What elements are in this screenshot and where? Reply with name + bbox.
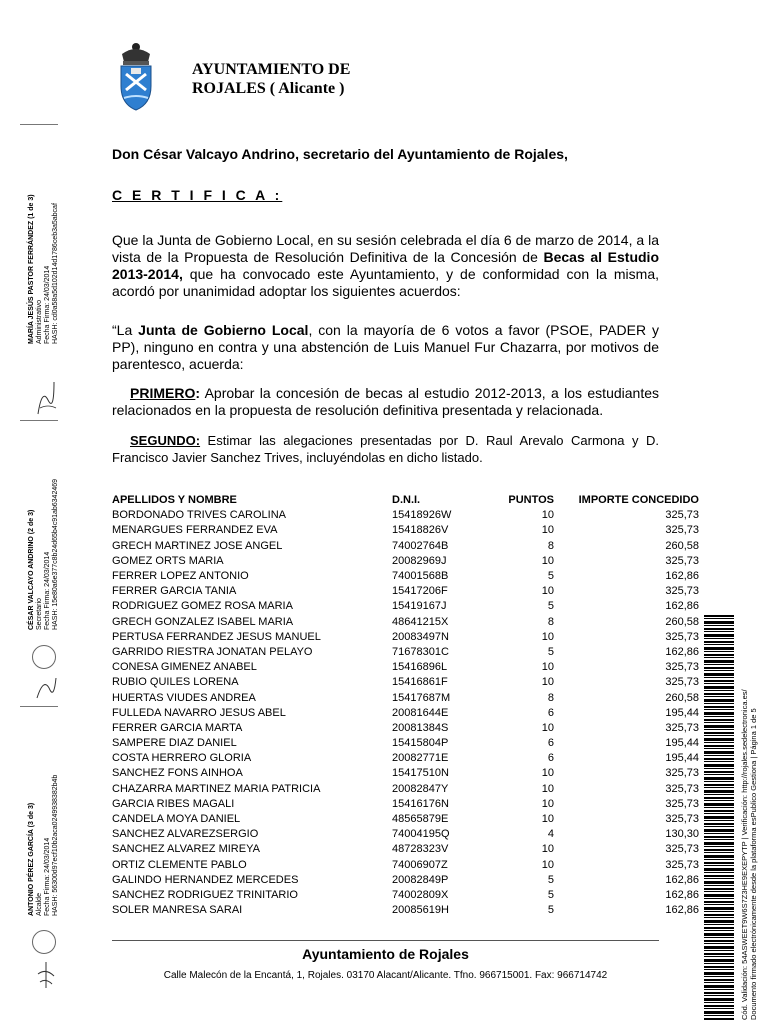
amount-cell: 325,73 — [665, 524, 699, 537]
points-cell: 10 — [541, 813, 554, 826]
table-row — [112, 858, 699, 873]
seal-icon — [32, 645, 56, 669]
student-name-cell: CONESA GIMENEZ ANABEL — [112, 661, 257, 674]
student-name-cell: RUBIO QUILES LORENA — [112, 676, 239, 689]
amount-cell: 325,73 — [665, 813, 699, 826]
points-cell: 6 — [547, 752, 554, 765]
signer-role: Secretario — [36, 598, 43, 630]
primero-paragraph: PRIMERO: Aprobar la concesión de becas al estudio 2012-2013, a los estudiantes relacionados en la propuesta de resolución definitiva presentada y relacionada. — [112, 385, 659, 418]
signature-divider — [20, 706, 58, 707]
dni-cell: 20082849P — [392, 873, 449, 886]
signer-date: Fecha Firma: 24/03/2014 — [44, 837, 51, 916]
amount-cell: 325,73 — [665, 661, 699, 674]
validation-barcode — [704, 615, 734, 1020]
signature-divider — [20, 124, 58, 125]
signature-info-2 — [28, 479, 60, 630]
org-name-line1: AYUNTAMIENTO DE — [192, 61, 351, 78]
student-name-cell: ORTIZ CLEMENTE PABLO — [112, 858, 247, 871]
student-name-cell: SANCHEZ RODRIGUEZ TRINITARIO — [112, 888, 298, 901]
table-row — [112, 903, 699, 918]
table-row — [112, 706, 699, 721]
amount-cell: 325,73 — [665, 630, 699, 643]
signer-name: CÉSAR VALCAYO ANDRINO (2 de 3) — [28, 509, 35, 630]
column-header-amount: IMPORTE CONCEDIDO — [578, 494, 699, 507]
org-name-line2: ROJALES ( Alicante ) — [192, 80, 345, 97]
amount-cell: 162,86 — [665, 873, 699, 886]
amount-cell: 325,73 — [665, 797, 699, 810]
column-header-name: APELLIDOS Y NOMBRE — [112, 494, 237, 507]
dni-cell: 20083497N — [392, 630, 449, 643]
table-row — [112, 812, 699, 827]
points-cell: 6 — [547, 706, 554, 719]
points-cell: 4 — [547, 828, 554, 841]
points-cell: 10 — [541, 661, 554, 674]
points-cell: 5 — [547, 904, 554, 917]
student-name-cell: GRECH MARTINEZ JOSE ANGEL — [112, 539, 283, 552]
dni-cell: 74002764B — [392, 539, 449, 552]
points-cell: 5 — [547, 645, 554, 658]
dni-cell: 20082847Y — [392, 782, 449, 795]
points-cell: 8 — [547, 615, 554, 628]
amount-cell: 195,44 — [665, 706, 699, 719]
student-name-cell: GOMEZ ORTS MARIA — [112, 554, 224, 567]
points-cell: 10 — [541, 782, 554, 795]
table-row — [112, 873, 699, 888]
points-cell: 10 — [541, 858, 554, 871]
dni-cell: 15418926W — [392, 509, 452, 522]
intro-line: Don César Valcayo Andrino, secretario del Ayuntamiento de Rojales, — [112, 146, 568, 162]
points-cell: 8 — [547, 539, 554, 552]
table-header-row — [112, 493, 699, 508]
signer-date: Fecha Firma: 24/03/2014 — [44, 551, 51, 630]
points-cell: 5 — [547, 600, 554, 613]
dni-cell: 74002809X — [392, 888, 449, 901]
dni-cell: 71678301C — [392, 645, 449, 658]
table-row — [112, 554, 699, 569]
validation-code: Cód. Validación: 54ASWEET9W6S7Z3HE9EXEPYTP | Verificación: http://rojales.sedelectronica.es/ — [740, 689, 749, 1020]
dni-cell: 48641215X — [392, 615, 449, 628]
seal-icon — [32, 930, 56, 954]
signer-role: Alcalde — [36, 893, 43, 916]
certifica-heading: C E R T I F I C A : — [112, 187, 283, 203]
student-name-cell: CHAZARRA MARTINEZ MARIA PATRICIA — [112, 782, 321, 795]
student-name-cell: SAMPERE DIAZ DANIEL — [112, 737, 237, 750]
amount-cell: 325,73 — [665, 721, 699, 734]
amount-cell: 260,58 — [665, 691, 699, 704]
table-row — [112, 782, 699, 797]
student-name-cell: BORDONADO TRIVES CAROLINA — [112, 509, 286, 522]
student-name-cell: FERRER LOPEZ ANTONIO — [112, 570, 249, 583]
handwritten-signature-1 — [34, 378, 58, 418]
points-cell: 10 — [541, 509, 554, 522]
dni-cell: 15416861F — [392, 676, 448, 689]
dni-cell: 15417206F — [392, 585, 448, 598]
footer-rule — [112, 940, 659, 941]
signer-hash: HASH: cd0a58a5d102d14d1786ceb3a5abcaf — [52, 203, 59, 344]
student-name-cell: PERTUSA FERRANDEZ JESUS MANUEL — [112, 630, 321, 643]
student-name-cell: HUERTAS VIUDES ANDREA — [112, 691, 256, 704]
column-header-points: PUNTOS — [508, 494, 554, 507]
amount-cell: 325,73 — [665, 585, 699, 598]
student-name-cell: MENARGUES FERRANDEZ EVA — [112, 524, 278, 537]
points-cell: 5 — [547, 888, 554, 901]
column-header-dni: D.N.I. — [392, 494, 421, 507]
student-name-cell: GARRIDO RIESTRA JONATAN PELAYO — [112, 645, 313, 658]
amount-cell: 325,73 — [665, 782, 699, 795]
signature-divider — [20, 420, 58, 421]
dni-cell: 74004195Q — [392, 828, 450, 841]
table-row — [112, 569, 699, 584]
amount-cell: 162,86 — [665, 570, 699, 583]
signature-info-1 — [28, 194, 60, 344]
dni-cell: 15417510N — [392, 767, 449, 780]
points-cell: 10 — [541, 797, 554, 810]
segundo-paragraph: SEGUNDO: Estimar las alegaciones presentadas por D. Raul Arevalo Carmona y D. Francisco Javier Sanchez Trives, incluyéndolas en dicho listado. — [112, 433, 659, 465]
table-row — [112, 539, 699, 554]
dni-cell: 20085619H — [392, 904, 449, 917]
amount-cell: 325,73 — [665, 858, 699, 871]
points-cell: 5 — [547, 570, 554, 583]
amount-cell: 130,30 — [665, 828, 699, 841]
points-cell: 10 — [541, 767, 554, 780]
table-row — [112, 888, 699, 903]
table-row — [112, 766, 699, 781]
student-name-cell: FERRER GARCIA TANIA — [112, 585, 237, 598]
scholarship-table — [112, 493, 699, 918]
validation-text — [740, 689, 758, 1020]
dni-cell: 74006907Z — [392, 858, 448, 871]
table-row — [112, 660, 699, 675]
points-cell: 10 — [541, 721, 554, 734]
dni-cell: 74001568B — [392, 570, 449, 583]
points-cell: 10 — [541, 676, 554, 689]
signature-info-3 — [28, 775, 60, 916]
validation-platform: Documento firmado electrónicamente desde la plataforma esPublico Gestiona | Página 1 de 5 — [749, 708, 758, 1020]
primero-label: PRIMERO — [130, 385, 196, 401]
amount-cell: 325,73 — [665, 767, 699, 780]
student-name-cell: GRECH GONZALEZ ISABEL MARIA — [112, 615, 294, 628]
amount-cell: 195,44 — [665, 737, 699, 750]
student-name-cell: SANCHEZ FONS AINHOA — [112, 767, 243, 780]
points-cell: 10 — [541, 843, 554, 856]
footer-name: Ayuntamiento de Rojales — [302, 946, 469, 962]
amount-cell: 325,73 — [665, 676, 699, 689]
dni-cell: 20082771E — [392, 752, 449, 765]
amount-cell: 260,58 — [665, 539, 699, 552]
table-row — [112, 690, 699, 705]
paragraph-1: Que la Junta de Gobierno Local, en su sesión celebrada el día 6 de marzo de 2014, a la vista de la Propuesta de Resolución Definitiva de la Concesión de Becas al Estudio 2013-2014, que ha convocado este Ayuntamiento, y de conformidad con la misma, acordó por unanimidad adoptar los siguientes acuerdos: — [112, 232, 660, 299]
coat-of-arms-logo — [112, 40, 160, 112]
amount-cell: 325,73 — [665, 843, 699, 856]
student-name-cell: SANCHEZ ALVAREZSERGIO — [112, 828, 259, 841]
table-row — [112, 584, 699, 599]
points-cell: 6 — [547, 737, 554, 750]
student-name-cell: RODRIGUEZ GOMEZ ROSA MARIA — [112, 600, 293, 613]
table-row — [112, 797, 699, 812]
table-row — [112, 615, 699, 630]
student-name-cell: GARCIA RIBES MAGALI — [112, 797, 235, 810]
student-name-cell: COSTA HERRERO GLORIA — [112, 752, 252, 765]
paragraph-2: “La Junta de Gobierno Local, con la mayoría de 6 votos a favor (PSOE, PADER y PP), ninguno en contra y una abstención de Luis Manuel Fur Chazarra, por motivos de parentesco, acuerda: — [112, 322, 659, 372]
amount-cell: 162,86 — [665, 645, 699, 658]
handwritten-signature-2 — [34, 672, 58, 702]
amount-cell: 325,73 — [665, 509, 699, 522]
table-row — [112, 827, 699, 842]
dni-cell: 48565879E — [392, 813, 449, 826]
table-row — [112, 599, 699, 614]
handwritten-signature-3 — [34, 960, 58, 990]
dni-cell: 20081644E — [392, 706, 449, 719]
dni-cell: 48728323V — [392, 843, 449, 856]
student-name-cell: FULLEDA NAVARRO JESUS ABEL — [112, 706, 286, 719]
table-row — [112, 751, 699, 766]
amount-cell: 162,86 — [665, 600, 699, 613]
points-cell: 10 — [541, 554, 554, 567]
points-cell: 10 — [541, 524, 554, 537]
table-row — [112, 508, 699, 523]
dni-cell: 15416176N — [392, 797, 449, 810]
table-row — [112, 645, 699, 660]
points-cell: 5 — [547, 873, 554, 886]
table-row — [112, 630, 699, 645]
signer-hash: HASH: 15e80a6e377c8b24d65b4c91ab6342469 — [52, 478, 59, 630]
table-row — [112, 721, 699, 736]
dni-cell: 15415804P — [392, 737, 449, 750]
table-row — [112, 736, 699, 751]
table-row — [112, 523, 699, 538]
student-name-cell: FERRER GARCIA MARTA — [112, 721, 243, 734]
signer-name: MARÍA JESÚS PASTOR FERRÁNDEZ (1 de 3) — [28, 194, 35, 344]
signer-role: Administrativo — [36, 300, 43, 344]
footer-address: Calle Malecón de la Encantá, 1, Rojales. 03170 Alacant/Alicante. Tfno. 966715001. Fax: 966714742 — [163, 970, 608, 981]
segundo-label: SEGUNDO: — [130, 433, 201, 448]
student-name-cell: CANDELA MOYA DANIEL — [112, 813, 241, 826]
amount-cell: 162,86 — [665, 904, 699, 917]
points-cell: 10 — [541, 630, 554, 643]
points-cell: 8 — [547, 691, 554, 704]
amount-cell: 260,58 — [665, 615, 699, 628]
dni-cell: 20081384S — [392, 721, 449, 734]
student-name-cell: SOLER MANRESA SARAI — [112, 904, 243, 917]
table-row — [112, 842, 699, 857]
dni-cell: 15419167J — [392, 600, 447, 613]
dni-cell: 15416896L — [392, 661, 448, 674]
student-name-cell: GALINDO HERNANDEZ MERCEDES — [112, 873, 299, 886]
dni-cell: 15418826V — [392, 524, 449, 537]
amount-cell: 162,86 — [665, 888, 699, 901]
signer-name: ANTONIO PÉREZ GARCÍA (3 de 3) — [28, 802, 35, 916]
points-cell: 10 — [541, 585, 554, 598]
dni-cell: 20082969J — [392, 554, 447, 567]
amount-cell: 325,73 — [665, 554, 699, 567]
dni-cell: 15417687M — [392, 691, 451, 704]
signer-hash: HASH: 56300d97ecf10b2aca0249938382b4b — [52, 774, 59, 916]
amount-cell: 195,44 — [665, 752, 699, 765]
signer-date: Fecha Firma: 24/03/2014 — [44, 265, 51, 344]
table-row — [112, 675, 699, 690]
student-name-cell: SANCHEZ ALVAREZ MIREYA — [112, 843, 260, 856]
